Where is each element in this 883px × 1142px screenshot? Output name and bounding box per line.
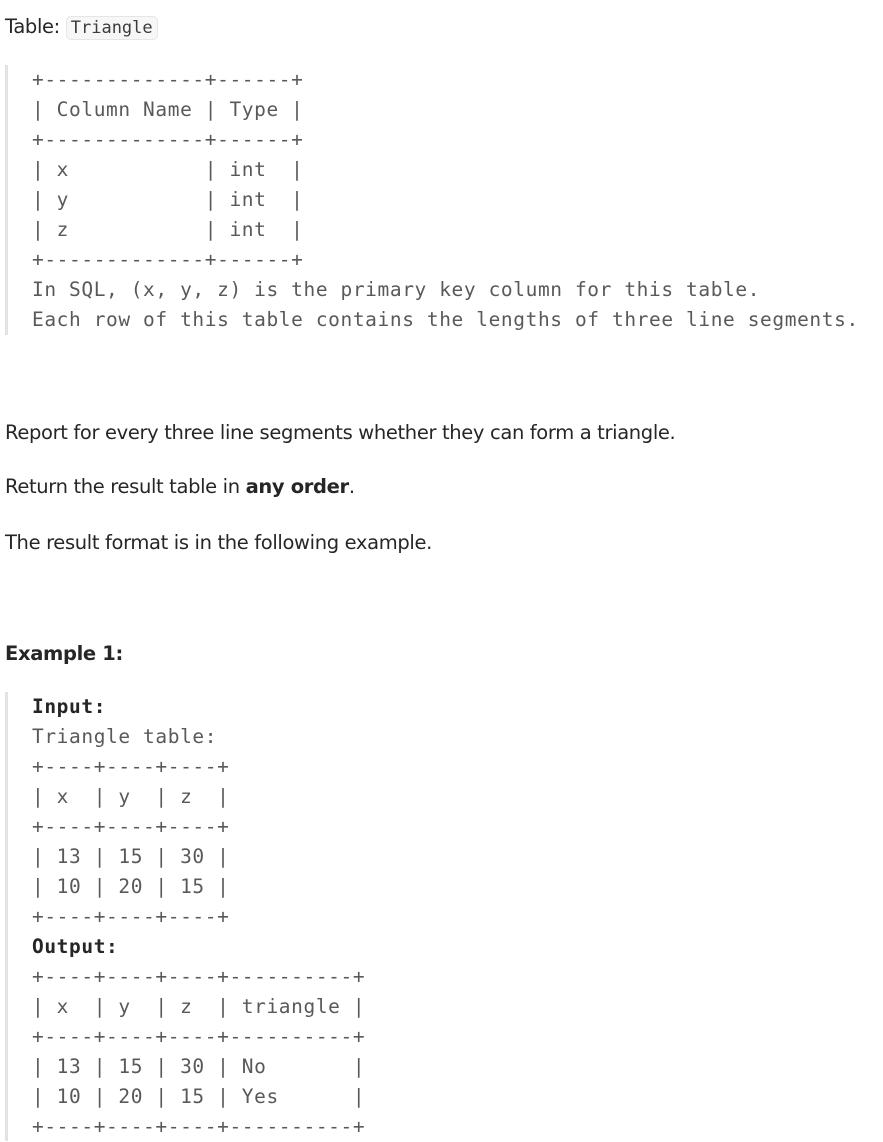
- schema-row-y: | y | int |: [32, 188, 304, 211]
- output-row-1: | 13 | 15 | 30 | No |: [32, 1055, 366, 1078]
- input-border-bottom: +----+----+----+: [32, 905, 230, 928]
- input-row-2: | 10 | 20 | 15 |: [32, 875, 230, 898]
- schema-row-x: | x | int |: [32, 158, 304, 181]
- input-label: Input:: [32, 695, 107, 718]
- schema-row-z: | z | int |: [32, 218, 304, 241]
- table-name-code: Triangle: [66, 16, 158, 40]
- input-row-1: | 13 | 15 | 30 |: [32, 845, 230, 868]
- return-prefix: Return the result table in: [5, 475, 246, 498]
- example-title: Example 1:: [5, 642, 123, 665]
- schema-note-row-meaning: Each row of this table contains the lengths of three line segments.: [32, 308, 859, 331]
- return-suffix: .: [348, 475, 355, 498]
- output-border-mid: +----+----+----+----------+: [32, 1025, 366, 1048]
- description-return: [5, 474, 355, 500]
- input-table-caption: Triangle table:: [32, 725, 218, 748]
- output-border-bottom: +----+----+----+----------+: [32, 1115, 366, 1138]
- schema-border-top: +-------------+------+: [32, 68, 304, 91]
- example-code-block: [5, 692, 365, 1141]
- output-border-top: +----+----+----+----------+: [32, 965, 366, 988]
- input-header-row: | x | y | z |: [32, 785, 230, 808]
- output-header-row: | x | y | z | triangle |: [32, 995, 366, 1018]
- schema-code-block: [5, 65, 859, 335]
- table-intro-prefix: Table:: [5, 15, 66, 38]
- table-intro: [5, 14, 158, 41]
- schema-header-row: | Column Name | Type |: [32, 98, 304, 121]
- schema-note-primary-key: In SQL, (x, y, z) is the primary key column for this table.: [32, 278, 761, 301]
- input-border-mid: +----+----+----+: [32, 815, 230, 838]
- description-report: Report for every three line segments whether they can form a triangle.: [5, 421, 676, 444]
- return-bold: any order: [245, 475, 349, 498]
- input-border-top: +----+----+----+: [32, 755, 230, 778]
- schema-border-bottom: +-------------+------+: [32, 248, 304, 271]
- schema-border-mid: +-------------+------+: [32, 128, 304, 151]
- output-row-2: | 10 | 20 | 15 | Yes |: [32, 1085, 366, 1108]
- description-format: The result format is in the following example.: [5, 531, 432, 554]
- output-label: Output:: [32, 935, 119, 958]
